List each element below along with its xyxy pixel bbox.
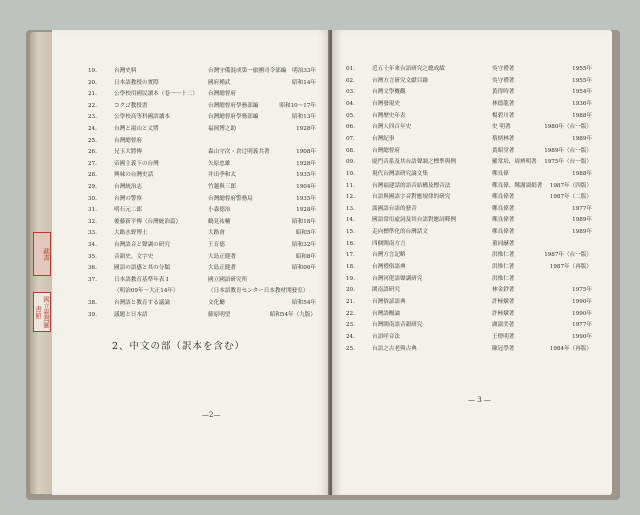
entry-title: 台語與國語字音對應規律的研究 bbox=[372, 194, 451, 201]
entry-number: 17. bbox=[346, 252, 355, 259]
entry-author: 國府種武 bbox=[208, 79, 231, 86]
entry-number: 35. bbox=[88, 253, 97, 260]
entry-author: 陳冠學著 bbox=[492, 345, 515, 352]
entry-title: 台灣人四百年史 bbox=[372, 124, 412, 131]
entry-title: 兄玉大將傳 bbox=[114, 149, 142, 156]
entry-year: 昭和8年 bbox=[295, 253, 316, 260]
entry-title: 台灣歷史年表 bbox=[372, 112, 406, 119]
entry-year: 1987年（再版） bbox=[549, 264, 592, 271]
entry-year: 1935年 bbox=[296, 172, 316, 179]
entry-year: 昭和18年 bbox=[292, 218, 316, 225]
entry-year: 1990年 bbox=[572, 299, 592, 305]
entry-author: 福岡博之助 bbox=[208, 126, 236, 132]
entry-author: 許極燉著 bbox=[492, 299, 515, 305]
entry-title: 大路水野博士 bbox=[114, 230, 148, 237]
entry-number: 28. bbox=[88, 172, 97, 179]
entry-number: 01. bbox=[346, 66, 355, 72]
entry-author: 鄭良偉著 bbox=[492, 217, 515, 224]
entry-number: 21. bbox=[88, 91, 97, 98]
entry-author: 大島正健著 bbox=[208, 265, 236, 272]
entry-author: 吳守禮著 bbox=[492, 66, 515, 72]
entry-title: 台灣の警察 bbox=[114, 195, 142, 202]
entry-number: 24. bbox=[88, 126, 97, 132]
entry-author: 許極燉著 bbox=[492, 310, 515, 317]
entry-title: 國語の語感と其の分類 bbox=[114, 265, 170, 272]
entry-number: 19. bbox=[88, 68, 97, 74]
entry-author: 盧淑美著 bbox=[492, 322, 515, 329]
entry-author: 國立國語研究所 bbox=[208, 276, 248, 283]
entry-year: 昭和10～17年 bbox=[279, 102, 316, 109]
entry-title: 台灣福建話的語音結構及標音法 bbox=[372, 182, 451, 189]
entry-title: 台灣河佬語聲調研究 bbox=[372, 275, 423, 282]
entry-title: 音韻史、文字史 bbox=[114, 253, 154, 260]
entry-title: コクゴ教授書 bbox=[114, 102, 148, 109]
entry-author: 大島正健著 bbox=[208, 253, 236, 260]
entry-year: 1928年 bbox=[296, 207, 316, 214]
entry-number: 27. bbox=[88, 160, 97, 167]
library-stamp-red: 藏書 bbox=[33, 232, 51, 276]
entry-title: 廈門音系及其台語聲調之標準與例 bbox=[372, 159, 456, 166]
entry-title: 公學校用國民讀本（卷一～十二） bbox=[114, 91, 198, 98]
entry-year: 1955年 bbox=[572, 77, 592, 84]
entry-year: 1987年（二版） bbox=[549, 194, 592, 201]
entry-number: 04. bbox=[346, 100, 355, 107]
entry-title: 現代台灣語研究論文集 bbox=[372, 170, 428, 177]
library-stamp-outline: 國立臺灣圖書館 bbox=[33, 292, 51, 332]
entry-title: 近五十年來台語研究之總成績 bbox=[372, 66, 445, 72]
entry-number: 25. bbox=[346, 345, 355, 352]
entry-year: 1989年 bbox=[572, 217, 592, 224]
entry-author: 井出季和太 bbox=[208, 172, 236, 179]
entry-title: （明治09年～大正14年） bbox=[114, 288, 179, 295]
entry-year: 1988年 bbox=[572, 170, 592, 177]
entry-author: 鄭良偉著 bbox=[492, 194, 515, 201]
entry-author: 鄭良偉、鄭謝淑娟著 bbox=[492, 182, 543, 189]
entry-author: 林德龍著 bbox=[492, 100, 515, 107]
entry-author: 洪惟仁著 bbox=[492, 275, 515, 282]
entry-title: 台語呼音法 bbox=[372, 333, 400, 340]
entry-title: 興味の台灣史話 bbox=[114, 172, 154, 179]
entry-year: 1904年 bbox=[296, 184, 316, 190]
entry-author: 台灣總督府學務部編 bbox=[208, 102, 259, 109]
entry-year: 1987年（四版） bbox=[549, 182, 592, 189]
entry-number: 07. bbox=[346, 135, 355, 142]
entry-author: 鄭良偉著 bbox=[492, 229, 515, 236]
entry-number: 18. bbox=[346, 264, 355, 271]
entry-title: 台灣語音と聲調の研究 bbox=[114, 242, 170, 248]
entry-year: 1954年 bbox=[572, 89, 592, 96]
entry-year: 1989年 bbox=[572, 229, 592, 236]
entry-number: 22. bbox=[88, 102, 97, 109]
entry-year: 昭和5年 bbox=[295, 230, 316, 237]
entry-title: 台灣方言研究文獻目錄 bbox=[372, 77, 428, 84]
entry-title: 公學校高等科國語讀本 bbox=[114, 114, 170, 121]
entry-title: 國語常用虛詞及其台語對應詞釋例 bbox=[372, 217, 456, 224]
entry-title: 明石元二郎 bbox=[114, 207, 142, 214]
entry-year: 1935年 bbox=[296, 195, 316, 202]
entry-number: 20. bbox=[346, 287, 355, 294]
entry-title: 議題と日本語 bbox=[114, 311, 148, 318]
entry-author: 洪惟仁著 bbox=[492, 252, 515, 259]
entry-author: 台灣總督府學務部編 bbox=[208, 114, 259, 121]
entry-number: 31. bbox=[88, 207, 97, 214]
entry-year: 1990年 bbox=[572, 333, 592, 340]
entry-number: 14. bbox=[346, 217, 355, 224]
entry-number: 12. bbox=[346, 194, 355, 201]
entry-number: 21. bbox=[346, 299, 355, 305]
right-page bbox=[332, 30, 612, 495]
entry-year: 1989年 bbox=[572, 135, 592, 142]
entry-author: 竹越與三郎 bbox=[208, 184, 236, 190]
entry-year: 1975年 bbox=[572, 287, 592, 294]
entry-number: 09. bbox=[346, 159, 355, 166]
entry-year: 昭和13年 bbox=[292, 114, 316, 121]
entry-number: 03. bbox=[346, 89, 355, 96]
entry-number: 33. bbox=[88, 230, 97, 237]
entry-title: 台灣發現史 bbox=[372, 100, 400, 107]
entry-number: 02. bbox=[346, 77, 355, 84]
entry-number: 24. bbox=[346, 333, 355, 340]
entry-number: 06. bbox=[346, 124, 355, 131]
entry-author: 羅常培、周辨明著 bbox=[492, 159, 537, 166]
entry-author: 吳守禮著 bbox=[492, 77, 515, 84]
section-heading: 2、中文の部（訳本を含む） bbox=[112, 341, 246, 352]
entry-author: 大路會 bbox=[208, 230, 225, 237]
entry-author: 楊碧川著 bbox=[492, 112, 515, 119]
entry-number: 25. bbox=[88, 137, 97, 144]
entry-title: 後藤新平傳（台灣統治篇） bbox=[114, 218, 182, 225]
entry-title: 台灣文學概觀 bbox=[372, 89, 406, 96]
entry-year: 1908年 bbox=[296, 149, 316, 156]
entry-author: 藤原明望 bbox=[208, 311, 231, 318]
entry-title: 台灣總督府 bbox=[114, 137, 142, 144]
entry-title: 台灣史料 bbox=[114, 68, 137, 74]
entry-number: 34. bbox=[88, 242, 97, 248]
entry-number: 10. bbox=[346, 170, 355, 177]
entry-year: 昭和54年（九版） bbox=[269, 311, 316, 318]
entry-year: 1928年 bbox=[296, 160, 316, 167]
entry-author: 鄭良偉著 bbox=[492, 205, 515, 212]
entry-author: 黃昭堂著 bbox=[492, 147, 515, 154]
entry-year: 1990年 bbox=[572, 310, 592, 317]
entry-number: 16. bbox=[346, 240, 355, 247]
entry-author: 董同龢著 bbox=[492, 240, 515, 247]
entry-year: 1955年 bbox=[572, 66, 592, 72]
entry-number: 32. bbox=[88, 218, 97, 225]
entry-year: 1989年（台一版） bbox=[544, 147, 592, 154]
entry-year: 1977年 bbox=[572, 205, 592, 212]
entry-number: 23. bbox=[346, 322, 355, 329]
entry-title: 帝國主義下の台灣 bbox=[114, 160, 159, 167]
entry-title: 閩南語研究 bbox=[372, 287, 400, 294]
entry-title: 日本語教育基準年表 Ⅰ bbox=[114, 276, 169, 283]
entry-author: 史 明著 bbox=[492, 124, 511, 131]
entry-author: 台灣守備混成第一旅團司令部編 bbox=[208, 68, 287, 74]
entry-author: 王育德 bbox=[208, 242, 225, 248]
entry-author: 文化廳 bbox=[208, 300, 225, 306]
entry-year: 1987年（台一版） bbox=[544, 252, 592, 259]
entry-number: 39. bbox=[88, 311, 97, 318]
entry-author: 鶴見祐輔 bbox=[208, 218, 231, 225]
entry-author: 王燈明著 bbox=[492, 333, 515, 340]
entry-year: 1988年 bbox=[572, 112, 592, 119]
entry-number: 15. bbox=[346, 229, 355, 236]
entry-title: 台灣禮俗語典 bbox=[372, 264, 406, 271]
entry-title: 走向標準化的台灣話文 bbox=[372, 229, 428, 236]
entry-author: 矢原忠雄 bbox=[208, 160, 231, 167]
entry-year: 1936年 bbox=[572, 100, 592, 107]
entry-author: 小森德治 bbox=[208, 207, 231, 214]
entry-title: 日本語教授の實際 bbox=[114, 79, 159, 86]
entry-year: 昭和32年 bbox=[292, 242, 316, 248]
entry-title: 台灣語と教育する議論 bbox=[114, 300, 170, 306]
entry-author: 台灣總督府警務局 bbox=[208, 195, 253, 202]
entry-year: 1984年（再版） bbox=[549, 345, 592, 352]
entry-number: 20. bbox=[88, 79, 97, 86]
entry-title: 台灣と湯山と丈將 bbox=[114, 126, 159, 132]
entry-number: 05. bbox=[346, 112, 355, 119]
entry-author: 鄭良偉 bbox=[492, 170, 509, 177]
page-number-left: —2— bbox=[202, 411, 221, 419]
entry-author: 洪惟仁著 bbox=[492, 264, 515, 271]
entry-year: 1928年 bbox=[296, 126, 316, 132]
entry-title: 台語之古老與古典 bbox=[372, 345, 417, 352]
entry-number: 29. bbox=[88, 184, 97, 190]
entry-number: 13. bbox=[346, 205, 355, 212]
entry-year: 1980年（台一版） bbox=[544, 124, 592, 131]
entry-number: 23. bbox=[88, 114, 97, 121]
entry-number: 38. bbox=[88, 300, 97, 306]
entry-title: 台灣語概論 bbox=[372, 310, 400, 317]
entry-title: 台灣方言記略 bbox=[372, 252, 406, 259]
entry-author: 森山守次・倉辻明義共著 bbox=[208, 149, 270, 156]
entry-title: 四個閩南方言 bbox=[372, 240, 406, 247]
entry-title: 台灣統治志 bbox=[114, 184, 142, 190]
entry-number: 30. bbox=[88, 195, 97, 202]
entry-number: 11. bbox=[346, 182, 355, 189]
left-page bbox=[52, 30, 330, 495]
entry-author: 蔡炳林著 bbox=[492, 135, 515, 142]
entry-author: （日本語教育センター日本教材開發室） bbox=[208, 288, 309, 295]
entry-year: 1975年（台一版） bbox=[544, 159, 592, 166]
entry-author: 台灣總督府 bbox=[208, 91, 236, 98]
entry-year: 明治33年 bbox=[292, 68, 316, 74]
entry-year: 昭和54年 bbox=[292, 300, 316, 306]
entry-title: 談國語台語的發音 bbox=[372, 205, 417, 212]
entry-title: 台灣紀事 bbox=[372, 135, 395, 142]
entry-title: 台灣閩南語音韻研究 bbox=[372, 322, 423, 329]
entry-year: 昭和06年 bbox=[292, 265, 316, 272]
entry-year: 1977年 bbox=[572, 322, 592, 329]
entry-year: 昭和14年 bbox=[292, 79, 316, 86]
entry-title: 台灣俗諺語典 bbox=[372, 299, 406, 305]
entry-number: 22. bbox=[346, 310, 355, 317]
entry-number: 36. bbox=[88, 265, 97, 272]
entry-number: 19. bbox=[346, 275, 355, 282]
entry-number: 26. bbox=[88, 149, 97, 156]
entry-number: 08. bbox=[346, 147, 355, 154]
page-number-right: — 3 — bbox=[468, 396, 491, 404]
entry-author: 黃得時著 bbox=[492, 89, 515, 96]
entry-author: 林金鈔著 bbox=[492, 287, 515, 294]
entry-title: 台灣總督府 bbox=[372, 147, 400, 154]
entry-number: 37. bbox=[88, 276, 97, 283]
